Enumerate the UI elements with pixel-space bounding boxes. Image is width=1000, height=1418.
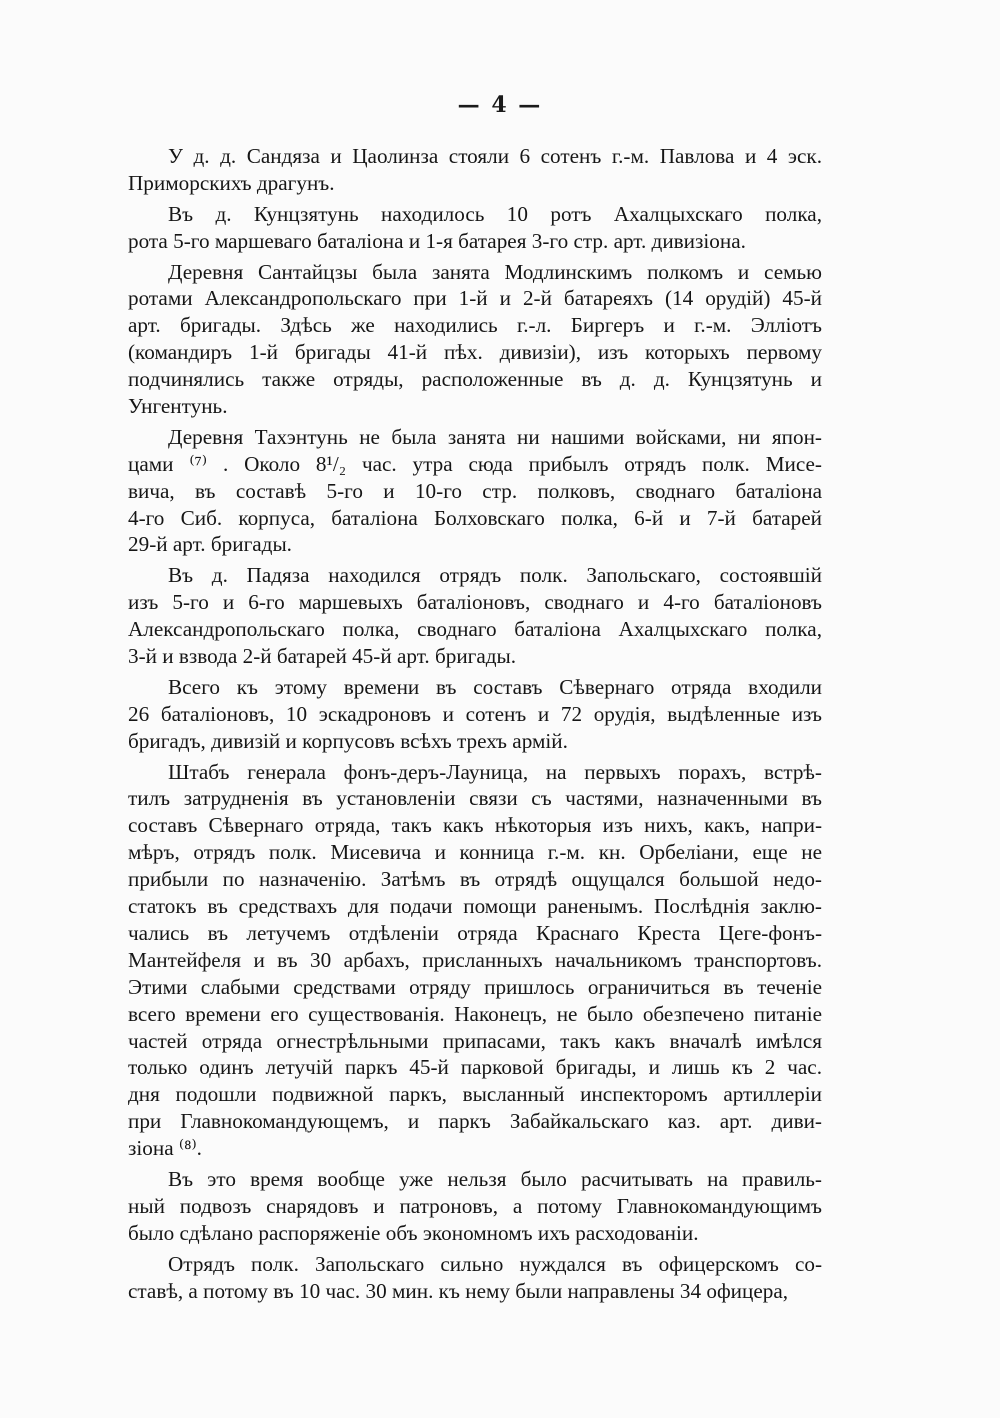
text-line: ротами Александропольскаго при 1-й и 2-й батареяхъ (14 орудiй) 45-й: [128, 286, 822, 311]
text-line: всего времени его существованiя. Наконецъ, не было обезпечено питанiе: [128, 1001, 822, 1026]
text-line: 4-го Сиб. корпуса, баталiона Болховскаго полка, 6-й и 7-й батарей: [128, 505, 822, 530]
text-line: составъ Сѣвернаго отряда, такъ какъ нѣкоторыя изъ нихъ, какъ, напри-: [128, 813, 822, 838]
text-line: подчинялись также отряды, расположенные въ д. д. Кунцзятунь и: [128, 367, 822, 392]
text-line: (командиръ 1-й бригады 41-й пѣх. дивизiи), изъ которыхъ первому: [128, 340, 822, 365]
paragraph: [128, 424, 822, 558]
text-line: тилъ затрудненiя въ установленiи связи съ частями, назначенными въ: [128, 786, 822, 811]
paragraph: [128, 259, 822, 420]
text-line: вича, въ составѣ 5-го и 10-го стр. полковъ, своднаго баталiона: [128, 478, 822, 503]
body-text: [128, 143, 822, 1304]
text-line: только одинъ летучiй паркъ 45-й парковой бригады, и лишь къ 2 час.: [128, 1055, 822, 1080]
text-line: частей отряда огнестрѣльными припасами, такъ какъ вначалѣ имѣлся: [128, 1028, 822, 1053]
text-line: зiона ⁽⁸⁾.: [128, 1136, 202, 1161]
text-line: Отрядъ полк. Запольскаго сильно нуждался въ офицерскомъ со-: [168, 1251, 822, 1276]
text-line: дня подошли подвижной паркъ, высланный инспекторомъ артиллерiи: [128, 1082, 822, 1107]
text-line: Приморскихъ драгунъ.: [128, 170, 335, 195]
paragraph: [128, 1251, 822, 1305]
text-line: рота 5-го маршеваго баталiона и 1-я батарея 3-го стр. арт. дивизiона.: [128, 228, 746, 253]
text-line: Всего къ этому времени въ составъ Сѣвернаго отряда входили: [168, 674, 822, 699]
text-line: 26 баталiоновъ, 10 эскадроновъ и сотенъ и 72 орудiя, выдѣленные изъ: [128, 701, 822, 726]
text-line: Въ д. Кунцзятунь находилось 10 ротъ Ахалцыхскаго полка,: [168, 201, 822, 226]
text-line: ный подвозъ снарядовъ и патроновъ, а потому Главнокомандующимъ: [128, 1193, 822, 1218]
text-line: цами ⁽⁷⁾ . Около 8¹/₂ час. утра сюда прибылъ отрядъ полк. Мисе-: [128, 451, 822, 476]
text-line: статокъ въ средствахъ для подачи помощи раненымъ. Послѣднiя заклю-: [128, 894, 822, 919]
paragraph: [128, 1166, 822, 1247]
text-line: 3-й и взвода 2-й батарей 45-й арт. бригады.: [128, 644, 517, 669]
text-line: было сдѣлано распоряженiе объ экономномъ ихъ расходованiи.: [128, 1220, 699, 1245]
text-line: 29-й арт. бригады.: [128, 532, 292, 557]
text-line: Деревня Сантайцзы была занята Модлинскимъ полкомъ и семью: [168, 259, 822, 284]
paragraph: [128, 201, 822, 255]
text-line: Александропольскаго полка, своднаго баталiона Ахалцыхскаго полка,: [128, 617, 822, 642]
text-line: Мантейфеля и въ 30 арбахъ, присланныхъ начальникомъ транспортовъ.: [128, 947, 822, 972]
text-line: ставѣ, а потому въ 10 час. 30 мин. къ нему были направлены 34 офицера,: [128, 1278, 789, 1303]
text-line: У д. д. Сандяза и Цаолинза стояли 6 сотенъ г.-м. Павлова и 4 эск.: [168, 144, 822, 168]
paragraph: [128, 674, 822, 755]
text-line: мѣръ, отрядъ полк. Мисевича и конница г.-м. кн. Орбелiани, еще не: [128, 840, 822, 865]
paragraph: [128, 759, 822, 1162]
text-line: Унгентунь.: [128, 394, 228, 419]
text-line: прибыли по назначенiю. Затѣмъ въ отрядѣ ощущался большой недо-: [128, 867, 822, 892]
text-line: Въ это время вообще уже нельзя было расчитывать на правиль-: [168, 1166, 822, 1191]
text-line: Этими слабыми средствами отряду пришлось ограничиться въ теченiе: [128, 974, 822, 999]
text-line: при Главнокомандующемъ, и паркъ Забайкальскаго каз. арт. диви-: [128, 1109, 822, 1134]
text-line: арт. бригады. Здѣсь же находились г.-л. Биргеръ и г.-м. Эллiотъ: [128, 313, 822, 338]
text-line: изъ 5-го и 6-го маршевыхъ баталiоновъ, своднаго и 4-го баталiоновъ: [128, 590, 822, 615]
text-line: бригадъ, дивизiй и корпусовъ всѣхъ трехъ армiй.: [128, 728, 568, 753]
page-number: — 4 —: [457, 92, 543, 118]
text-line: чались въ летучемъ отдѣленiи отряда Краснаго Креста Цеге-фонъ-: [128, 920, 822, 945]
paragraph: [128, 143, 822, 197]
paragraph: [128, 562, 822, 670]
text-line: Деревня Тахэнтунь не была занята ни нашими войсками, ни япон-: [168, 424, 822, 449]
text-line: Штабъ генерала фонъ-деръ-Лауница, на первыхъ порахъ, встрѣ-: [168, 759, 822, 784]
text-line: Въ д. Падяза находился отрядъ полк. Запольскаго, состоявшiй: [168, 563, 822, 588]
